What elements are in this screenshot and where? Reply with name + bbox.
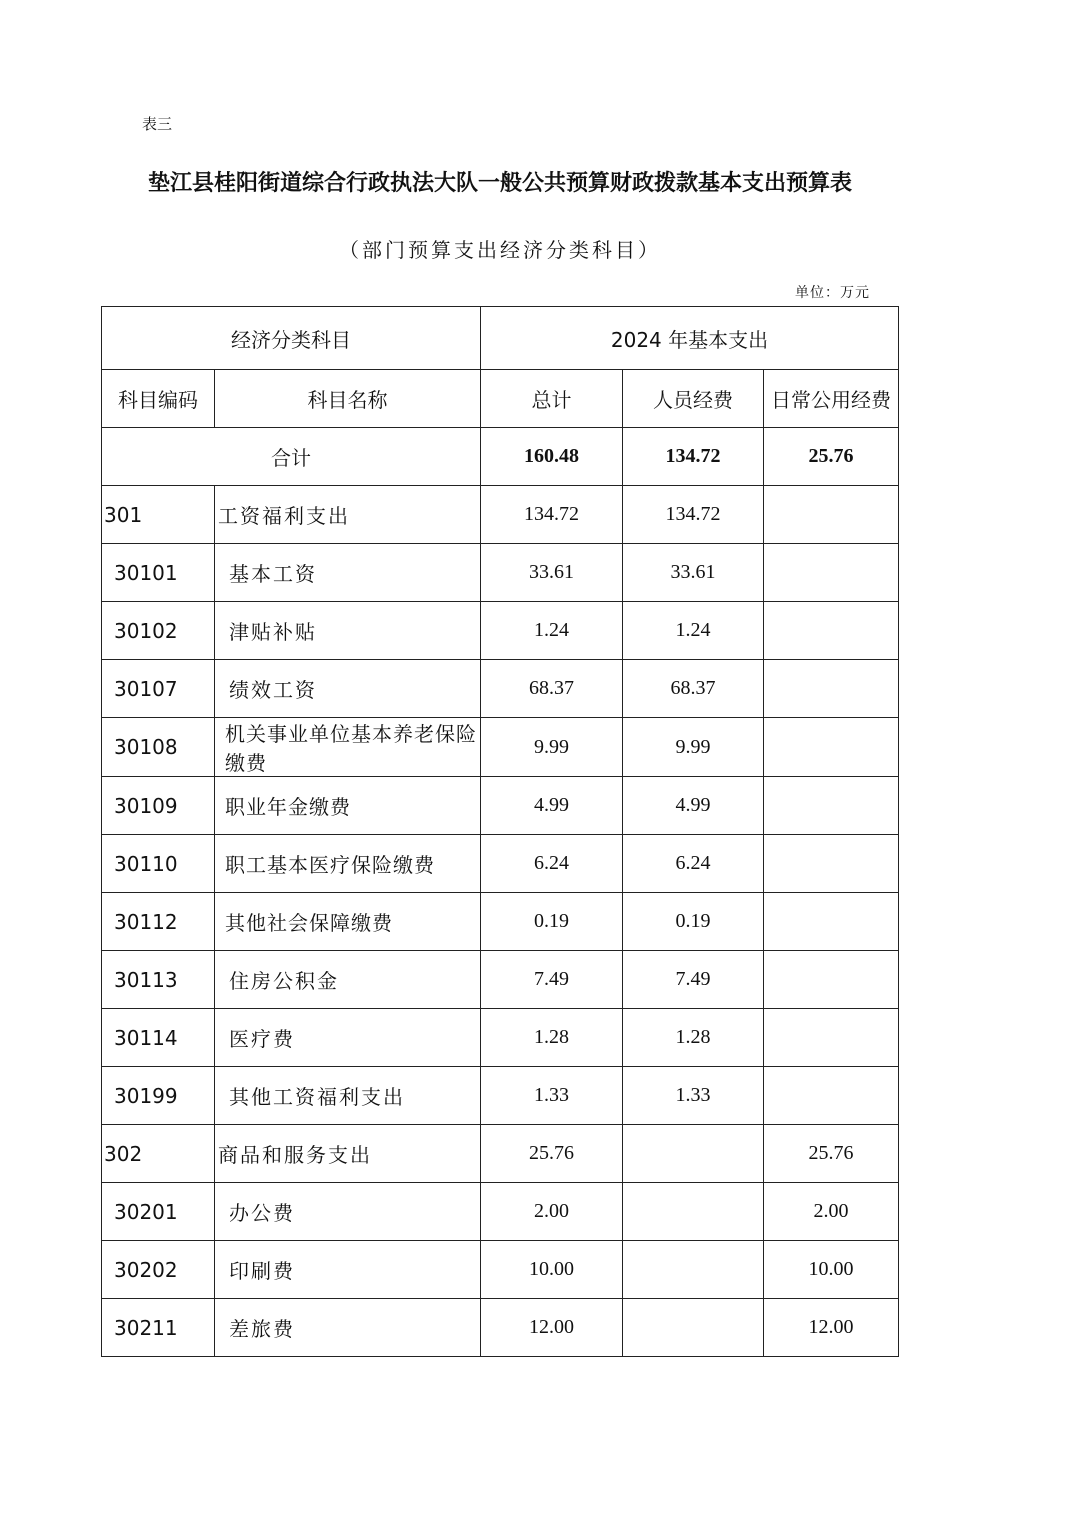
row-public [764,544,899,602]
row-code: 30211 [102,1299,215,1357]
row-personnel [623,1299,764,1357]
row-public [764,660,899,718]
row-name: 职工基本医疗保险缴费 [215,835,481,893]
row-code: 30199 [102,1067,215,1125]
row-personnel: 6.24 [623,835,764,893]
row-public: 2.00 [764,1183,899,1241]
row-personnel: 0.19 [623,893,764,951]
row-name: 医疗费 [215,1009,481,1067]
row-total: 68.37 [481,660,623,718]
row-code: 30112 [102,893,215,951]
table-row [102,1241,899,1299]
header-name: 科目名称 [215,370,481,428]
row-public [764,777,899,835]
row-total: 1.33 [481,1067,623,1125]
table-row [102,486,899,544]
unit-note: 单位：万元 [795,285,870,301]
row-public: 25.76 [764,1125,899,1183]
row-personnel [623,1183,764,1241]
row-personnel [623,1241,764,1299]
table-row [102,1067,899,1125]
row-name: 住房公积金 [215,951,481,1009]
table-row [102,1009,899,1067]
table-row [102,1299,899,1357]
row-total: 25.76 [481,1125,623,1183]
totals-label: 合计 [102,428,481,486]
table-row [102,893,899,951]
row-code: 30201 [102,1183,215,1241]
table-label: 表三 [142,115,173,133]
totals-total: 160.48 [481,428,623,486]
row-total: 6.24 [481,835,623,893]
row-public [764,835,899,893]
row-code: 30108 [102,718,215,777]
row-total: 134.72 [481,486,623,544]
row-public [764,486,899,544]
row-code: 30202 [102,1241,215,1299]
row-code: 30113 [102,951,215,1009]
table-row [102,544,899,602]
header-total: 总计 [481,370,623,428]
row-personnel: 1.33 [623,1067,764,1125]
row-total: 2.00 [481,1183,623,1241]
row-public: 10.00 [764,1241,899,1299]
row-total: 33.61 [481,544,623,602]
header-group-row [102,307,899,370]
row-name: 机关事业单位基本养老保险缴费 [215,718,481,777]
header-basic-expenditure: 2024 年基本支出 [481,307,899,370]
row-total: 0.19 [481,893,623,951]
budget-table [101,306,899,1357]
row-personnel: 7.49 [623,951,764,1009]
row-code: 301 [102,486,215,544]
row-public [764,718,899,777]
row-name: 基本工资 [215,544,481,602]
row-total: 9.99 [481,718,623,777]
table-row [102,660,899,718]
row-name: 绩效工资 [215,660,481,718]
row-personnel: 1.24 [623,602,764,660]
row-code: 30102 [102,602,215,660]
row-personnel: 9.99 [623,718,764,777]
table-row [102,602,899,660]
row-personnel: 134.72 [623,486,764,544]
row-name: 工资福利支出 [215,486,481,544]
row-code: 30114 [102,1009,215,1067]
row-personnel: 33.61 [623,544,764,602]
table-row [102,951,899,1009]
row-code: 30109 [102,777,215,835]
row-public: 12.00 [764,1299,899,1357]
header-column-row [102,370,899,428]
row-name: 津贴补贴 [215,602,481,660]
row-code: 30107 [102,660,215,718]
row-personnel: 4.99 [623,777,764,835]
row-name: 职业年金缴费 [215,777,481,835]
row-total: 7.49 [481,951,623,1009]
table-row [102,1183,899,1241]
header-personnel: 人员经费 [623,370,764,428]
header-code: 科目编码 [102,370,215,428]
row-total: 1.24 [481,602,623,660]
totals-row [102,428,899,486]
row-name: 商品和服务支出 [215,1125,481,1183]
row-personnel: 68.37 [623,660,764,718]
row-name: 印刷费 [215,1241,481,1299]
row-code: 30110 [102,835,215,893]
header-economic-category: 经济分类科目 [102,307,481,370]
totals-public: 25.76 [764,428,899,486]
row-name: 其他工资福利支出 [215,1067,481,1125]
row-total: 4.99 [481,777,623,835]
document-subtitle: （部门预算支出经济分类科目） [339,238,661,262]
row-name: 办公费 [215,1183,481,1241]
header-public: 日常公用经费 [764,370,899,428]
row-public [764,1009,899,1067]
row-name: 其他社会保障缴费 [215,893,481,951]
row-total: 1.28 [481,1009,623,1067]
table-row [102,1125,899,1183]
document-title: 垫江县桂阳街道综合行政执法大队一般公共预算财政拨款基本支出预算表 [147,170,852,196]
row-name: 差旅费 [215,1299,481,1357]
table-row [102,835,899,893]
row-public [764,602,899,660]
row-public [764,1067,899,1125]
row-personnel: 1.28 [623,1009,764,1067]
totals-personnel: 134.72 [623,428,764,486]
row-code: 302 [102,1125,215,1183]
table-row [102,777,899,835]
row-total: 12.00 [481,1299,623,1357]
row-total: 10.00 [481,1241,623,1299]
row-public [764,893,899,951]
row-code: 30101 [102,544,215,602]
row-personnel [623,1125,764,1183]
row-public [764,951,899,1009]
table-row [102,718,899,777]
